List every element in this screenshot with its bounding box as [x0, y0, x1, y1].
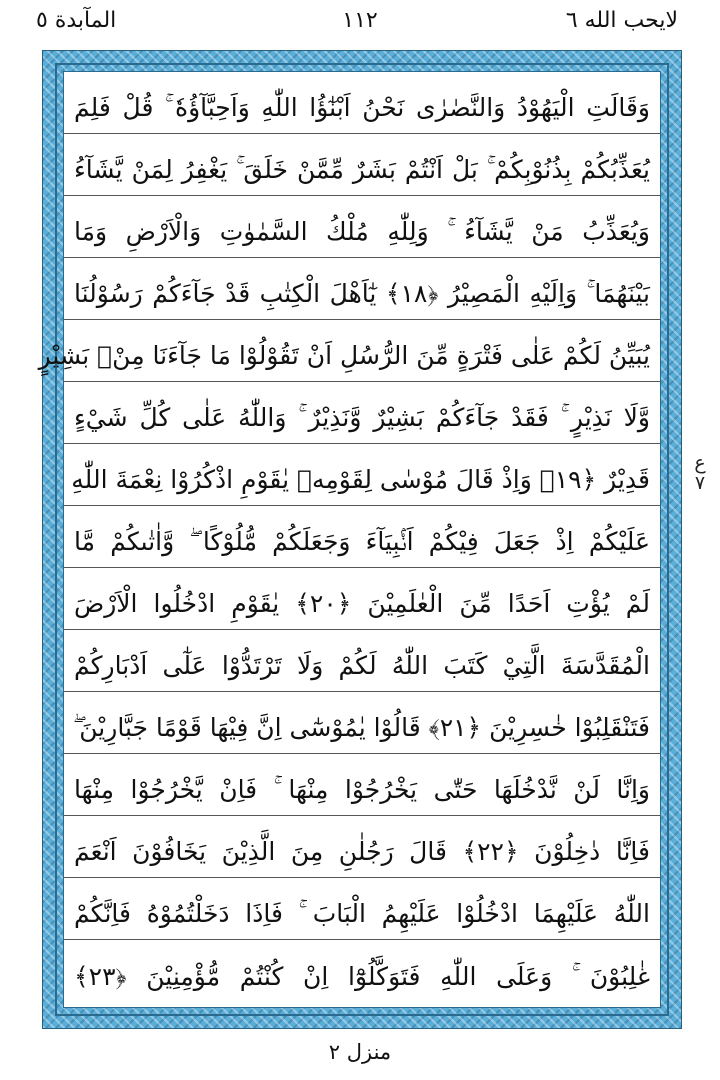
line-text: فَتَنْقَلِبُوْا خٰسِرِيْنَ ﴿٢١﴾ قَالُوْا يٰمُوْسٰٓى اِنَّ فِيْهَا قَوْمًا جَبَّارِيْنَ ۖ — [73, 713, 650, 742]
page-number: ١١٢ — [342, 8, 378, 33]
page-header — [0, 0, 720, 42]
text-line — [64, 816, 660, 878]
text-line — [64, 754, 660, 816]
text-line — [64, 878, 660, 940]
text-line — [64, 72, 660, 134]
line-text: يُعَذِّبُكُمْ بِذُنُوْبِكُمْ ۚ بَلْ اَنْتُمْ بَشَرٌ مِّمَّنْ خَلَقَ ۚ يَغْفِرُ لِمَنْ يَّشَآءُ — [74, 155, 650, 184]
line-text: فَاِنَّا دٰخِلُوْنَ ﴿٢٢﴾ قَالَ رَجُلٰنِ مِنَ الَّذِيْنَ يَخَافُوْنَ اَنْعَمَ — [74, 837, 650, 866]
ruku-marker: ع ٧ — [694, 452, 706, 494]
line-text: يُبَيِّنُ لَكُمْ عَلٰى فَتْرَةٍ مِّنَ الرُّسُلِ اَنْ تَقُوْلُوْا مَا جَآءَنَا مِنْۢ بَشِيْرٍ — [38, 341, 650, 370]
text-line — [64, 692, 660, 754]
ornamental-border — [38, 50, 682, 1029]
line-text: الْمُقَدَّسَةَ الَّتِيْ كَتَبَ اللّٰهُ لَكُمْ وَلَا تَرْتَدُّوْا عَلٰٓى اَدْبَارِكُمْ — [74, 651, 650, 680]
text-line — [64, 444, 660, 506]
text-line — [64, 506, 660, 568]
text-line — [64, 568, 660, 630]
quran-text-area — [38, 71, 661, 1008]
text-line — [64, 382, 660, 444]
line-text: وَّلَا نَذِيْرٍ ۚ فَقَدْ جَآءَكُمْ بَشِيْرٌ وَّنَذِيْرٌ ۚ وَاللّٰهُ عَلٰى كُلِّ شَيْءٍ — [74, 403, 650, 432]
text-line — [64, 630, 660, 692]
text-line — [64, 940, 660, 1002]
line-text: وَيُعَذِّبُ مَنْ يَّشَآءُ ۚ وَلِلّٰهِ مُلْكُ السَّمٰوٰتِ وَالْاَرْضِ وَمَا — [74, 217, 650, 246]
line-text: قَدِيْرٌ ﴿١٩﴾ وَاِذْ قَالَ مُوْسٰى لِقَوْمِهٖ يٰقَوْمِ اذْكُرُوْا نِعْمَةَ اللّٰهِ — [71, 465, 650, 494]
text-line — [64, 258, 660, 320]
line-text: عَلَيْكُمْ اِذْ جَعَلَ فِيْكُمْ اَنْۢبِيَآءَ وَجَعَلَكُمْ مُّلُوْكًا ۖ وَّاٰتٰىكُمْ مَّا — [74, 527, 650, 556]
text-line — [64, 134, 660, 196]
line-text: اللّٰهُ عَلَيْهِمَا ادْخُلُوْا عَلَيْهِمُ الْبَابَ ۚ فَاِذَا دَخَلْتُمُوْهُ فَاِنَّكُمْ — [74, 899, 650, 928]
line-text: بَيْنَهُمَا ۚ وَاِلَيْهِ الْمَصِيْرُ ﴿١٨﴾ يٰٓاَهْلَ الْكِتٰبِ قَدْ جَآءَكُمْ رَسُوْلُنَا — [74, 279, 650, 308]
juz-name: لايحب الله ٦ — [565, 8, 678, 33]
text-line — [38, 320, 660, 382]
manzil-footer: منزل ٢ — [328, 1040, 392, 1064]
text-line — [64, 196, 660, 258]
line-text: غٰلِبُوْنَ ۚ وَعَلَى اللّٰهِ فَتَوَكَّلُوْٓا اِنْ كُنْتُمْ مُّؤْمِنِيْنَ ﴿٢٣﴾ — [74, 962, 650, 991]
line-text: وَاِنَّا لَنْ نَّدْخُلَهَا حَتّٰى يَخْرُجُوْا مِنْهَا ۚ فَاِنْ يَّخْرُجُوْا مِنْهَا — [74, 775, 650, 804]
line-text: لَمْ يُؤْتِ اَحَدًا مِّنَ الْعٰلَمِيْنَ ﴿٢٠﴾ يٰقَوْمِ ادْخُلُوا الْاَرْضَ — [74, 589, 650, 618]
surah-name: المآبدة ٥ — [36, 8, 117, 33]
line-text: وَقَالَتِ الْيَهُوْدُ وَالنَّصٰرٰى نَحْنُ اَبْنٰٓؤُا اللّٰهِ وَاَحِبَّآؤُهٗ ۚ قُلْ فَلِمَ — [74, 93, 650, 122]
